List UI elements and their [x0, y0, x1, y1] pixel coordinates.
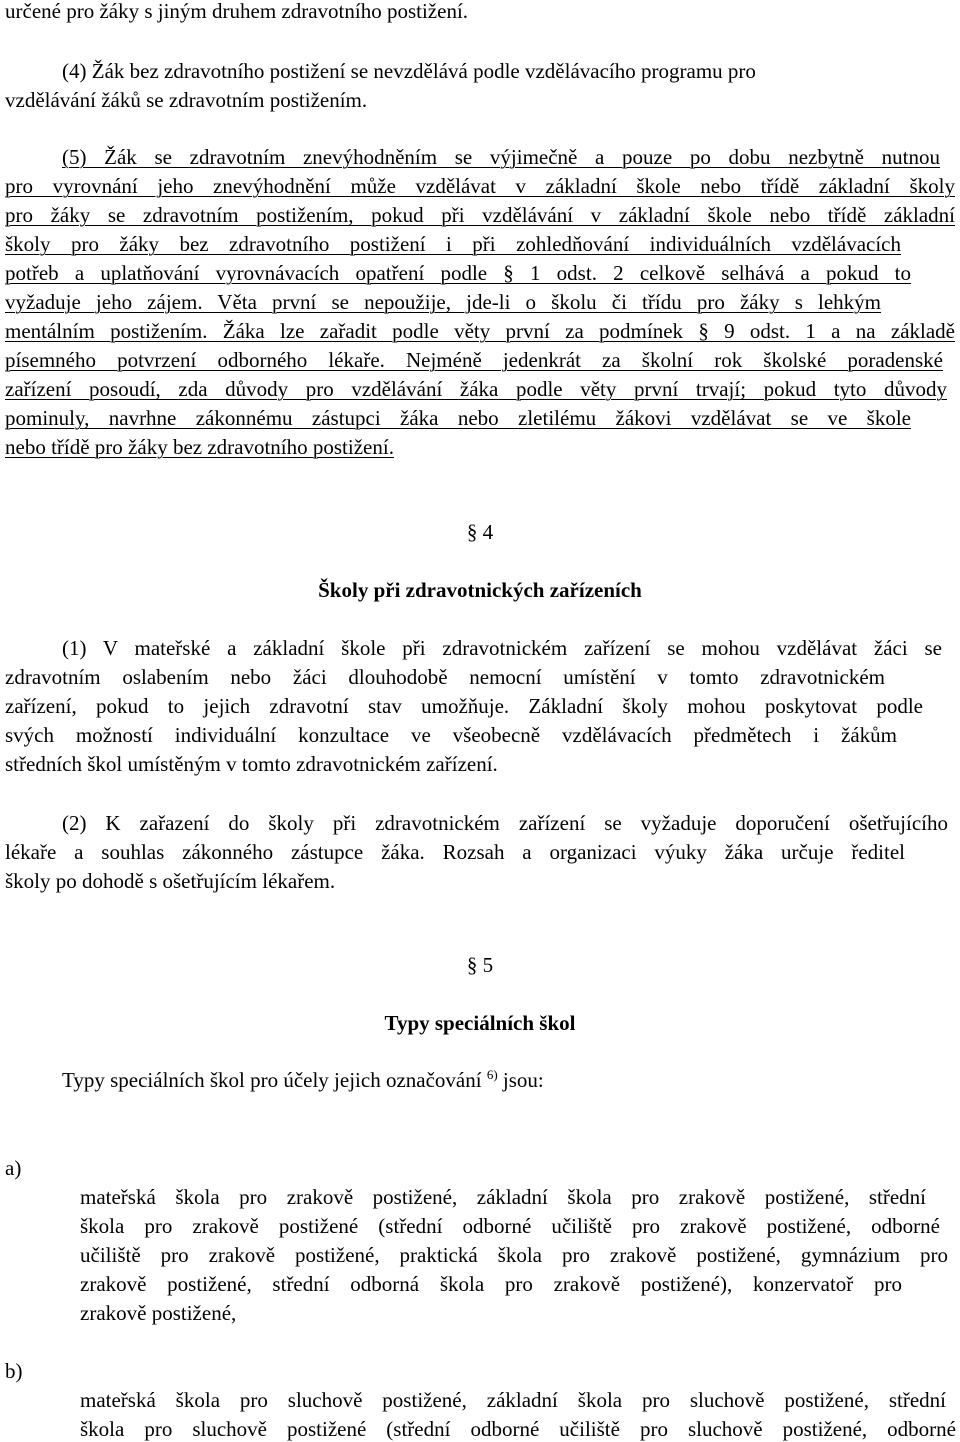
para5-line: (5) Žák se zdravotním znevýhodněním se výjimečně a pouze po dobu nezbytně nutnou: [62, 145, 940, 169]
para-line: školy po dohodě s ošetřujícím lékařem.: [5, 869, 336, 893]
para-line: (2) K zařazení do školy při zdravotnickém zařízení se vyžaduje doporučení ošetřujícího: [62, 811, 948, 835]
para5-line: pro žáky se zdravotním postižením, pokud při vzdělávání v základní škole nebo třídě základní: [5, 203, 955, 227]
list-item-line: zrakově postižené,: [80, 1301, 237, 1325]
para5-line: školy pro žáky bez zdravotního postižení i při zohledňování individuálních vzdělávacích: [5, 232, 901, 256]
para5-line: zařízení posoudí, zda důvody pro vzdělávání žáka podle věty první trvají; pokud tyto důvody: [5, 377, 947, 401]
list-item-label: a): [5, 1156, 22, 1180]
para5-line: nebo třídě pro žáky bez zdravotního postižení.: [5, 435, 394, 459]
para5-line: pro vyrovnání jeho znevýhodnění může vzdělávat v základní škole nebo třídě základní školy: [5, 174, 955, 198]
para4-line: (4) Žák bez zdravotního postižení se nevzdělává podle vzdělávacího programu pro: [62, 59, 756, 83]
section-number: § 4: [466, 520, 494, 544]
section5-intro: [62, 1068, 544, 1092]
section-title: Typy speciálních škol: [384, 1011, 576, 1035]
list-item-line: učiliště pro zrakově postižené, praktická škola pro zrakově postižené, gymnázium pro: [80, 1243, 948, 1267]
para5-line: vyžaduje jeho zájem. Věta první se nepoužije, jde-li o školu či třídu pro žáky s lehkým: [5, 290, 881, 314]
footnote-ref: 6): [486, 1067, 498, 1082]
para-line: zdravotním oslabením nebo žáci dlouhodobě nemocní umístění v tomto zdravotnickém: [5, 665, 885, 689]
top-fragment-text: určené pro žáky s jiným druhem zdravotního postižení.: [5, 0, 469, 23]
list-item-label: b): [5, 1359, 23, 1383]
para5-line: pominuly, navrhne zákonnému zástupci žáka nebo zletilému žákovi vzdělávat se ve škole: [5, 406, 911, 430]
list-item-line: zrakově postižené, střední odborná škola pro zrakově postižené), konzervatoř pro: [80, 1272, 902, 1296]
para4-line: vzdělávání žáků se zdravotním postižením.: [5, 88, 368, 112]
list-item-line: škola pro sluchově postižené (střední odborné učiliště pro sluchově postižené, odborné: [80, 1417, 956, 1441]
list-item-line: mateřská škola pro zrakově postižené, základní škola pro zrakově postižené, střední: [80, 1185, 926, 1209]
para-line: středních škol umístěným v tomto zdravotnickém zařízení.: [5, 752, 498, 776]
para5-line: mentálním postižením. Žáka lze zařadit podle věty první za podmínek § 9 odst. 1 a na základě: [5, 319, 955, 343]
section-title: Školy při zdravotnických zařízeních: [318, 578, 642, 602]
list-item-line: mateřská škola pro sluchově postižené, základní škola pro sluchově postižené, střední: [80, 1388, 946, 1412]
intro-end: jsou:: [497, 1068, 544, 1092]
intro-text: Typy speciálních škol pro účely jejich označování: [62, 1068, 482, 1092]
para5-line: potřeb a uplatňování vyrovnávacích opatření podle § 1 odst. 2 celkově selhává a pokud to: [5, 261, 911, 285]
list-item-line: škola pro zrakově postižené (střední odborné učiliště pro zrakově postižené, odborné: [80, 1214, 940, 1238]
para-line: lékaře a souhlas zákonného zástupce žáka. Rozsah a organizaci výuky žáka určuje ředitel: [5, 840, 905, 864]
para-line: zařízení, pokud to jejich zdravotní stav umožňuje. Základní školy mohou poskytovat podle: [5, 694, 923, 718]
para5-line: písemného potvrzení odborného lékaře. Nejméně jedenkrát za školní rok školské poradenské: [5, 348, 943, 372]
para-line: svých možností individuální konzultace ve všeobecně vzdělávacích předmětech i žákům: [5, 723, 897, 747]
section-number: § 5: [466, 953, 494, 977]
para-line: (1) V mateřské a základní škole při zdravotnickém zařízení se mohou vzdělávat žáci se: [62, 636, 942, 660]
